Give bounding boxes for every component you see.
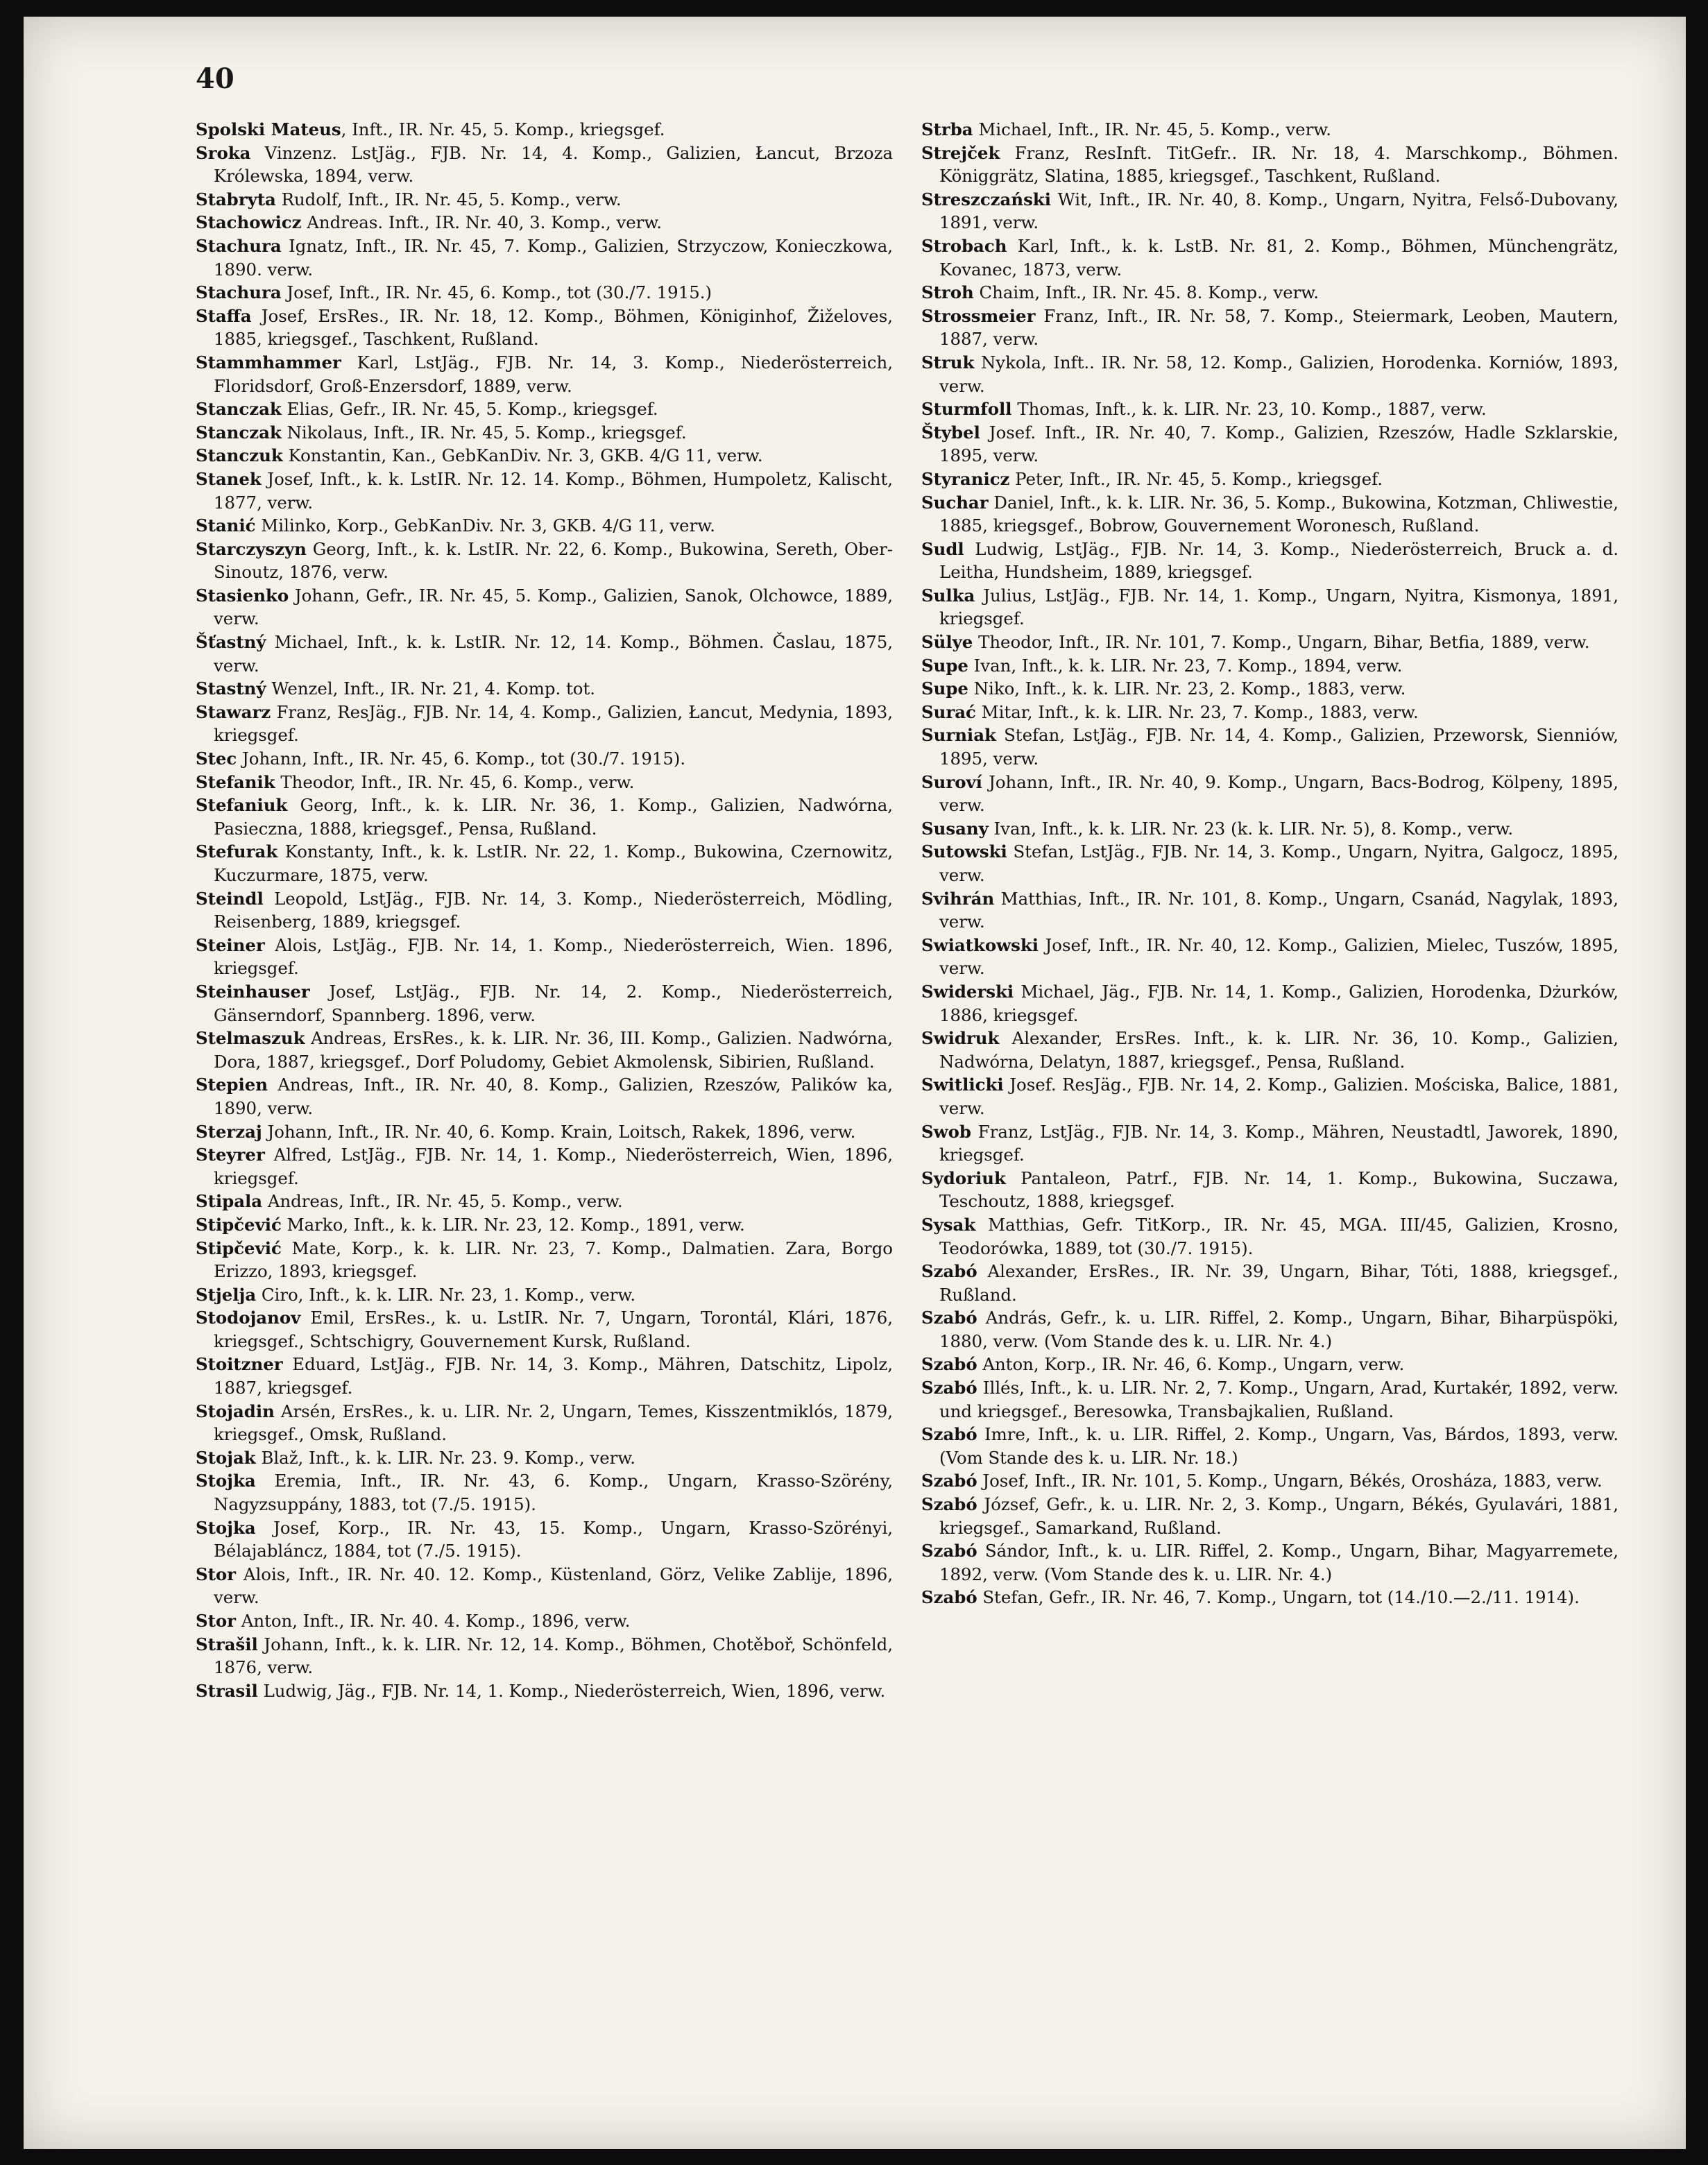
entry-details: Eremia, Inft., IR. Nr. 43, 6. Komp., Ungarn, Krasso-Szörény, Nagyzsuppány, 1883, tot (7./5. 1915). — [214, 1471, 893, 1515]
list-item — [196, 444, 893, 468]
entry-details: Ludwig, Jäg., FJB. Nr. 14, 1. Komp., Niederösterreich, Wien, 1896, verw. — [257, 1680, 886, 1701]
entry-details: Michael, Inft., k. k. LstIR. Nr. 12, 14. Komp., Böhmen. Časlau, 1875, verw. — [214, 632, 893, 676]
list-item — [921, 1586, 1619, 1609]
entry-details: Johann, Inft., k. k. LIR. Nr. 12, 14. Komp., Böhmen, Chotěboř, Schönfeld, 1876, verw. — [214, 1634, 893, 1678]
entry-details: Alfred, LstJäg., FJB. Nr. 14, 1. Komp., Niederösterreich, Wien, 1896, kriegsgef. — [214, 1145, 893, 1188]
entry-details: Milinko, Korp., GebKanDiv. Nr. 3, GKB. 4/G 11, verw. — [255, 515, 715, 536]
entry-details: Nikolaus, Inft., IR. Nr. 45, 5. Komp., kriegsgef. — [281, 422, 687, 443]
entry-surname: Stanek — [196, 468, 262, 489]
entry-details: Stefan, LstJäg., FJB. Nr. 14, 4. Komp., Galizien, Przeworsk, Sienniów, 1895, verw. — [939, 725, 1619, 769]
entry-surname: Stipčević — [196, 1214, 282, 1235]
entry-surname: Sutowski — [921, 841, 1007, 862]
list-item — [921, 305, 1619, 351]
entry-surname: Stojka — [196, 1471, 256, 1491]
list-item — [921, 468, 1619, 491]
list-item — [196, 1516, 893, 1563]
entry-surname: Swob — [921, 1121, 971, 1142]
list-item — [196, 538, 893, 584]
entry-surname: Szabó — [921, 1494, 977, 1515]
list-item — [921, 188, 1619, 234]
entry-surname: Spolski Mateus — [196, 119, 341, 139]
entry-surname: Steyrer — [196, 1145, 265, 1165]
entry-surname: Struk — [921, 352, 975, 373]
entry-surname: Stachura — [196, 282, 282, 303]
entry-surname: Strasil — [196, 1680, 258, 1701]
entry-surname: Stoitzner — [196, 1354, 283, 1375]
entry-details: Josef, Korp., IR. Nr. 43, 15. Komp., Ungarn, Krasso-Szörényi, Bélajabláncz, 1884, tot (7./5. 1915). — [214, 1517, 893, 1561]
entry-details: Elias, Gefr., IR. Nr. 45, 5. Komp., kriegsgef. — [281, 399, 658, 420]
entry-details: Alexander, ErsRes., IR. Nr. 39, Ungarn, Bihar, Tóti, 1888, kriegsgef., Rußland. — [939, 1261, 1619, 1305]
entry-surname: Stojka — [196, 1517, 256, 1538]
entry-surname: Szabó — [921, 1354, 977, 1375]
list-item — [196, 1143, 893, 1190]
entry-surname: Supe — [921, 678, 968, 699]
entry-details: Josef, Inft., IR. Nr. 101, 5. Komp., Ungarn, Békés, Orosháza, 1883, verw. — [977, 1471, 1603, 1491]
list-item — [196, 351, 893, 397]
entry-details: Mate, Korp., k. k. LIR. Nr. 23, 7. Komp., Dalmatien. Zara, Borgo Erizzo, 1893, kriegsgef. — [214, 1238, 893, 1282]
list-item — [921, 1027, 1619, 1073]
entry-details: Leopold, LstJäg., FJB. Nr. 14, 3. Komp., Niederösterreich, Mödling, Reisenberg, 1889, kriegsgef. — [214, 888, 893, 932]
list-item — [921, 234, 1619, 281]
list-item — [921, 1376, 1619, 1423]
entry-surname: Szabó — [921, 1261, 977, 1282]
entry-surname: Stefanik — [196, 771, 275, 792]
list-item — [196, 1027, 893, 1073]
entry-surname: Stabryta — [196, 189, 276, 209]
entry-details: Franz, ResJäg., FJB. Nr. 14, 4. Komp., Galizien, Łancut, Medynia, 1893, kriegsgef. — [214, 701, 893, 746]
entry-details: Johann, Inft., IR. Nr. 40, 9. Komp., Ungarn, Bacs-Bodrog, Kölpeny, 1895, verw. — [939, 771, 1619, 816]
entry-surname: Stor — [196, 1611, 236, 1631]
list-item — [921, 1539, 1619, 1586]
list-item — [196, 887, 893, 934]
entry-surname: Štybel — [921, 422, 980, 443]
entry-details: József, Gefr., k. u. LIR. Nr. 2, 3. Komp., Ungarn, Békés, Gyulavári, 1881, kriegsgef., Samarkand, Rußland. — [939, 1494, 1619, 1538]
entry-surname: Sysak — [921, 1214, 976, 1235]
entry-surname: Suchar — [921, 492, 989, 513]
entry-details: Josef. Inft., IR. Nr. 40, 7. Komp., Galizien, Rzeszów, Hadle Szklarskie, 1895, verw. — [939, 422, 1619, 466]
entry-surname: Szabó — [921, 1308, 977, 1328]
list-item — [196, 980, 893, 1027]
list-item — [196, 188, 893, 212]
right-column — [921, 118, 1619, 1609]
entry-surname: Stelmaszuk — [196, 1028, 305, 1049]
entry-details: Andreas. Inft., IR. Nr. 40, 3. Komp., verw. — [301, 212, 663, 233]
entry-details: Nykola, Inft.. IR. Nr. 58, 12. Komp., Galizien, Horodenka. Korniów, 1893, verw. — [939, 352, 1619, 396]
entry-details: Stefan, LstJäg., FJB. Nr. 14, 3. Komp., Ungarn, Nyitra, Galgocz, 1895, verw. — [939, 841, 1619, 885]
entry-details: Theodor, Inft., IR. Nr. 45, 6. Komp., verw. — [275, 771, 635, 792]
entry-details: Matthias, Inft., IR. Nr. 101, 8. Komp., Ungarn, Csanád, Nagylak, 1893, verw. — [939, 888, 1619, 932]
entry-details: Illés, Inft., k. u. LIR. Nr. 2, 7. Komp., Ungarn, Arad, Kurtakér, 1892, verw. und kriegsgef., Beresowka, Transbajkalien, Rußland. — [939, 1378, 1619, 1421]
entry-surname: Stammhammer — [196, 352, 341, 373]
list-item — [921, 1120, 1619, 1167]
entry-details: Franz, Inft., IR. Nr. 58, 7. Komp., Steiermark, Leoben, Mautern, 1887, verw. — [939, 305, 1619, 350]
left-column — [196, 118, 893, 1702]
entry-surname: Stipala — [196, 1191, 263, 1212]
entry-surname: Sülye — [921, 632, 973, 653]
list-item — [196, 1073, 893, 1120]
list-item — [921, 281, 1619, 305]
list-item — [196, 1237, 893, 1283]
list-item — [921, 1167, 1619, 1213]
list-item — [196, 1213, 893, 1237]
entry-surname: Stefaniuk — [196, 795, 288, 816]
entry-surname: Stepien — [196, 1075, 268, 1095]
entry-details: Pantaleon, Patrf., FJB. Nr. 14, 1. Komp., Bukowina, Suczawa, Teschoutz, 1888, kriegsgef. — [939, 1167, 1619, 1212]
entry-details: Andreas, ErsRes., k. k. LIR. Nr. 36, III. Komp., Galizien. Nadwórna, Dora, 1887, kriegsgef., Dorf Poludomy, Gebiet Akmolensk, Sibirien, Rußland. — [214, 1028, 893, 1072]
entry-details: Blaž, Inft., k. k. LIR. Nr. 23. 9. Komp., verw. — [255, 1447, 636, 1468]
entry-surname: Stastný — [196, 678, 266, 699]
entry-surname: Swidruk — [921, 1028, 1000, 1049]
entry-surname: Strossmeier — [921, 305, 1036, 326]
entry-details: Franz, LstJäg., FJB. Nr. 14, 3. Komp., Mähren, Neustadtl, Jaworek, 1890, kriegsgef. — [939, 1121, 1619, 1165]
entry-surname: Stojak — [196, 1447, 256, 1468]
entry-details: Sándor, Inft., k. u. LIR. Riffel, 2. Komp., Ungarn, Bihar, Magyarremete, 1892, verw. (Vom Stande des k. u. LIR. Nr. 4.) — [939, 1541, 1619, 1584]
entry-details: , Inft., IR. Nr. 45, 5. Komp., kriegsgef. — [341, 119, 665, 139]
entry-details: Johann, Inft., IR. Nr. 45, 6. Komp., tot (30./7. 1915). — [237, 748, 686, 769]
entry-details: Emil, ErsRes., k. u. LstIR. Nr. 7, Ungarn, Torontál, Klári, 1876, kriegsgef., Schtschigry, Gouvernement Kursk, Rußland. — [214, 1308, 893, 1351]
list-item — [196, 934, 893, 980]
list-item — [196, 211, 893, 234]
entry-details: Josef, Inft., k. k. LstIR. Nr. 12. 14. Komp., Böhmen, Humpoletz, Kalischt, 1877, verw. — [214, 468, 893, 513]
entry-surname: Stanczak — [196, 422, 282, 443]
entry-surname: Szabó — [921, 1424, 977, 1445]
entry-details: Alois, LstJäg., FJB. Nr. 14, 1. Komp., Niederösterreich, Wien. 1896, kriegsgef. — [214, 934, 893, 979]
list-item — [196, 584, 893, 631]
entry-surname: Szabó — [921, 1541, 977, 1561]
entry-details: Josef, Inft., IR. Nr. 40, 12. Komp., Galizien, Mielec, Tuszów, 1895, verw. — [939, 934, 1619, 979]
entry-surname: Susany — [921, 818, 989, 839]
entry-details: Andreas, Inft., IR. Nr. 40, 8. Komp., Galizien, Rzeszów, Palików ka, 1890, verw. — [214, 1075, 893, 1118]
entry-details: Josef, ErsRes., IR. Nr. 18, 12. Komp., Böhmen, Königinhof, Žiželoves, 1885, kriegsgef., Taschkent, Rußland. — [214, 305, 893, 350]
entry-surname: Stanczuk — [196, 445, 283, 466]
entry-surname: Strba — [921, 119, 973, 139]
list-item — [196, 468, 893, 514]
list-item — [921, 840, 1619, 887]
entry-surname: Stachowicz — [196, 212, 302, 233]
entry-surname: Steindl — [196, 888, 264, 909]
list-item — [196, 118, 893, 142]
entry-surname: Sydoriuk — [921, 1167, 1006, 1188]
entry-details: Peter, Inft., IR. Nr. 45, 5. Komp., kriegsgef. — [1009, 468, 1383, 489]
entry-details: Daniel, Inft., k. k. LIR. Nr. 36, 5. Komp., Bukowina, Kotzman, Chliwestie, 1885, kriegsgef., Bobrow, Gouvernement Woronesch, Rußland. — [939, 492, 1619, 536]
list-item — [921, 142, 1619, 188]
list-item — [921, 934, 1619, 980]
entry-details: Josef, LstJäg., FJB. Nr. 14, 2. Komp., Niederösterreich, Gänserndorf, Spannberg. 1896, verw. — [214, 981, 893, 1025]
entry-details: Matthias, Gefr. TitKorp., IR. Nr. 45, MGA. III/45, Galizien, Krosno, Teodorówka, 1889, tot (30./7. 1915). — [939, 1214, 1619, 1258]
entry-details: Karl, Inft., k. k. LstB. Nr. 81, 2. Komp., Böhmen, Münchengrätz, Kovanec, 1873, verw. — [939, 235, 1619, 280]
entry-details: Chaim, Inft., IR. Nr. 45. 8. Komp., verw. — [973, 282, 1320, 303]
entry-details: Michael, Inft., IR. Nr. 45, 5. Komp., verw. — [973, 119, 1331, 139]
entry-details: Josef, Inft., IR. Nr. 45, 6. Komp., tot (30./7. 1915.) — [281, 282, 712, 303]
list-item — [921, 980, 1619, 1027]
entry-details: Anton, Korp., IR. Nr. 46, 6. Komp., Ungarn, verw. — [977, 1354, 1405, 1375]
list-item — [921, 771, 1619, 817]
list-item — [196, 397, 893, 421]
entry-surname: Streszczański — [921, 189, 1051, 209]
entry-details: Niko, Inft., k. k. LIR. Nr. 23, 2. Komp., 1883, verw. — [968, 678, 1406, 699]
entry-details: Eduard, LstJäg., FJB. Nr. 14, 3. Komp., Mähren, Datschitz, Lipolz, 1887, kriegsgef. — [214, 1354, 893, 1398]
list-item — [196, 1679, 893, 1703]
entry-details: Johann, Inft., IR. Nr. 40, 6. Komp. Krain, Loitsch, Rakek, 1896, verw. — [262, 1121, 856, 1142]
entry-details: Stefan, Gefr., IR. Nr. 46, 7. Komp., Ungarn, tot (14./10.—2./11. 1914). — [977, 1587, 1580, 1608]
entry-surname: Staffa — [196, 305, 252, 326]
list-item — [196, 747, 893, 771]
entry-details: Ivan, Inft., k. k. LIR. Nr. 23, 7. Komp., 1894, verw. — [968, 655, 1403, 676]
entry-details: Ludwig, LstJäg., FJB. Nr. 14, 3. Komp., Niederösterreich, Bruck a. d. Leitha, Hundsheim, 1889, kriegsgef. — [939, 538, 1619, 583]
entry-surname: Swiderski — [921, 981, 1014, 1002]
list-item — [921, 1073, 1619, 1120]
list-item — [196, 1469, 893, 1516]
entry-details: Karl, LstJäg., FJB. Nr. 14, 3. Komp., Niederösterreich, Floridsdorf, Groß-Enzersdorf, 1889, verw. — [214, 352, 893, 396]
list-item — [196, 1283, 893, 1307]
entry-details: Johann, Gefr., IR. Nr. 45, 5. Komp., Galizien, Sanok, Olchowce, 1889, verw. — [214, 585, 893, 629]
entry-surname: Strejček — [921, 142, 1000, 163]
entry-surname: Sterzaj — [196, 1121, 262, 1142]
entry-details: Thomas, Inft., k. k. LIR. Nr. 23, 10. Komp., 1887, verw. — [1011, 399, 1487, 420]
entry-details: Georg, Inft., k. k. LstIR. Nr. 22, 6. Komp., Bukowina, Sereth, Ober-Sinoutz, 1876, verw. — [214, 538, 893, 583]
entry-details: András, Gefr., k. u. LIR. Riffel, 2. Komp., Ungarn, Bihar, Biharpüspöki, 1880, verw. (Vom Stande des k. u. LIR. Nr. 4.) — [939, 1308, 1619, 1351]
list-item — [196, 1353, 893, 1399]
entry-surname: Surać — [921, 701, 976, 722]
entry-surname: Stipčević — [196, 1238, 282, 1258]
list-item — [196, 305, 893, 351]
list-item — [921, 887, 1619, 934]
entry-details: Vinzenz. LstJäg., FJB. Nr. 14, 4. Komp., Galizien, Łancut, Brzoza Królewska, 1894, verw. — [214, 142, 893, 187]
list-item — [921, 1260, 1619, 1306]
entry-details: Wit, Inft., IR. Nr. 40, 8. Komp., Ungarn, Nyitra, Felső-Dubovany, 1891, verw. — [939, 189, 1619, 233]
list-item — [196, 421, 893, 445]
list-item — [921, 584, 1619, 631]
list-item — [921, 1306, 1619, 1353]
entry-details: Rudolf, Inft., IR. Nr. 45, 5. Komp., verw. — [275, 189, 622, 209]
entry-details: Ciro, Inft., k. k. LIR. Nr. 23, 1. Komp., verw. — [256, 1284, 636, 1305]
page-number: 40 — [196, 62, 234, 95]
entry-details: Imre, Inft., k. u. LIR. Riffel, 2. Komp., Ungarn, Vas, Bárdos, 1893, verw. (Vom Stande des k. u. LIR. Nr. 18.) — [939, 1424, 1619, 1468]
list-item — [196, 840, 893, 887]
list-item — [921, 1423, 1619, 1469]
entry-surname: Sudl — [921, 538, 964, 559]
entry-surname: Sulka — [921, 585, 975, 606]
entry-surname: Switlicki — [921, 1075, 1004, 1095]
entry-details: Arsén, ErsRes., k. u. LIR. Nr. 2, Ungarn, Temes, Kisszentmiklós, 1879, kriegsgef., Omsk, Rußland. — [214, 1401, 893, 1445]
entry-details: Andreas, Inft., IR. Nr. 45, 5. Komp., verw. — [262, 1191, 623, 1212]
entry-surname: Szabó — [921, 1587, 977, 1608]
list-item — [921, 701, 1619, 724]
entry-surname: Stroh — [921, 282, 974, 303]
entry-details: Marko, Inft., k. k. LIR. Nr. 23, 12. Komp., 1891, verw. — [281, 1214, 745, 1235]
list-item — [196, 1190, 893, 1213]
list-item — [196, 1120, 893, 1144]
entry-surname: Sturmfoll — [921, 399, 1012, 420]
list-item — [196, 1563, 893, 1609]
list-item — [921, 1353, 1619, 1376]
entry-surname: Strašil — [196, 1634, 258, 1654]
entry-surname: Stanczak — [196, 399, 282, 420]
list-item — [921, 677, 1619, 701]
entry-surname: Strobach — [921, 235, 1007, 256]
entry-surname: Styranicz — [921, 468, 1010, 489]
entry-surname: Szabó — [921, 1471, 977, 1491]
entry-details: Michael, Jäg., FJB. Nr. 14, 1. Komp., Galizien, Horodenka, Dżurków, 1886, kriegsgef. — [939, 981, 1619, 1025]
entry-surname: Šťastný — [196, 632, 266, 653]
entry-details: Julius, LstJäg., FJB. Nr. 14, 1. Komp., Ungarn, Nyitra, Kismonya, 1891, kriegsgef. — [939, 585, 1619, 629]
list-item — [921, 817, 1619, 841]
entry-details: Alexander, ErsRes. Inft., k. k. LIR. Nr. 36, 10. Komp., Galizien, Nadwórna, Delatyn, 1887, kriegsgef., Pensa, Rußland. — [939, 1028, 1619, 1072]
list-item — [921, 654, 1619, 678]
entry-details: Georg, Inft., k. k. LIR. Nr. 36, 1. Komp., Galizien, Nadwórna, Pasieczna, 1888, kriegsgef., Pensa, Rußland. — [214, 795, 893, 839]
entry-surname: Surniak — [921, 725, 996, 746]
entry-details: Konstanty, Inft., k. k. LstIR. Nr. 22, 1. Komp., Bukowina, Czernowitz, Kuczurmare, 1875, verw. — [214, 841, 893, 885]
entry-surname: Szabó — [921, 1378, 977, 1398]
list-item — [196, 701, 893, 747]
entry-surname: Stasienko — [196, 585, 289, 606]
entry-surname: Swiatkowski — [921, 934, 1039, 955]
list-item — [921, 1469, 1619, 1493]
list-item — [196, 1633, 893, 1679]
entry-surname: Svihrán — [921, 888, 995, 909]
entry-surname: Supe — [921, 655, 968, 676]
list-item — [196, 1609, 893, 1633]
entry-surname: Stodojanov — [196, 1308, 301, 1328]
list-item — [921, 421, 1619, 468]
list-item — [921, 1493, 1619, 1539]
list-item — [921, 631, 1619, 654]
list-item — [196, 1306, 893, 1353]
list-item — [921, 491, 1619, 538]
entry-details: Anton, Inft., IR. Nr. 40. 4. Komp., 1896, verw. — [236, 1611, 631, 1631]
entry-surname: Starczyszyn — [196, 538, 307, 559]
entry-details: Konstantin, Kan., GebKanDiv. Nr. 3, GKB. 4/G 11, verw. — [282, 445, 763, 466]
entry-surname: Stefurak — [196, 841, 278, 862]
list-item — [196, 1446, 893, 1470]
entry-surname: Steinhauser — [196, 981, 310, 1002]
list-item — [921, 351, 1619, 397]
document-page — [24, 17, 1686, 2149]
list-item — [196, 142, 893, 188]
entry-surname: Stanić — [196, 515, 256, 536]
entry-details: Josef. ResJäg., FJB. Nr. 14, 2. Komp., Galizien. Mościska, Balice, 1881, verw. — [939, 1075, 1619, 1118]
list-item — [196, 234, 893, 281]
list-item — [196, 1400, 893, 1446]
entry-details: Wenzel, Inft., IR. Nr. 21, 4. Komp. tot. — [266, 678, 596, 699]
list-item — [921, 397, 1619, 421]
list-item — [196, 677, 893, 701]
entry-surname: Stachura — [196, 235, 282, 256]
entry-surname: Sroka — [196, 142, 251, 163]
list-item — [196, 281, 893, 305]
entry-details: Alois, Inft., IR. Nr. 40. 12. Komp., Küstenland, Görz, Velike Zablije, 1896, verw. — [214, 1564, 893, 1608]
entry-details: Ivan, Inft., k. k. LIR. Nr. 23 (k. k. LIR. Nr. 5), 8. Komp., verw. — [988, 818, 1514, 839]
list-item — [921, 1213, 1619, 1260]
entry-details: Theodor, Inft., IR. Nr. 101, 7. Komp., Ungarn, Bihar, Betfia, 1889, verw. — [973, 632, 1590, 653]
entry-details: Mitar, Inft., k. k. LIR. Nr. 23, 7. Komp., 1883, verw. — [975, 701, 1419, 722]
list-item — [921, 538, 1619, 584]
list-item — [196, 794, 893, 840]
entry-surname: Steiner — [196, 934, 265, 955]
list-item — [921, 118, 1619, 142]
entry-details: Franz, ResInft. TitGefr.. IR. Nr. 18, 4. Marschkomp., Böhmen. Königgrätz, Slatina, 1885, kriegsgef., Taschkent, Rußland. — [939, 142, 1619, 187]
entry-surname: Stojadin — [196, 1401, 275, 1421]
list-item — [196, 631, 893, 677]
entry-surname: Stjelja — [196, 1284, 257, 1305]
entry-surname: Stor — [196, 1564, 236, 1584]
list-item — [196, 514, 893, 538]
entry-surname: Stawarz — [196, 701, 271, 722]
entry-surname: Stec — [196, 748, 237, 769]
entry-details: Ignatz, Inft., IR. Nr. 45, 7. Komp., Galizien, Strzyczow, Konieczkowa, 1890. verw. — [214, 235, 893, 280]
list-item — [921, 724, 1619, 770]
list-item — [196, 771, 893, 794]
entry-surname: Suroví — [921, 771, 982, 792]
